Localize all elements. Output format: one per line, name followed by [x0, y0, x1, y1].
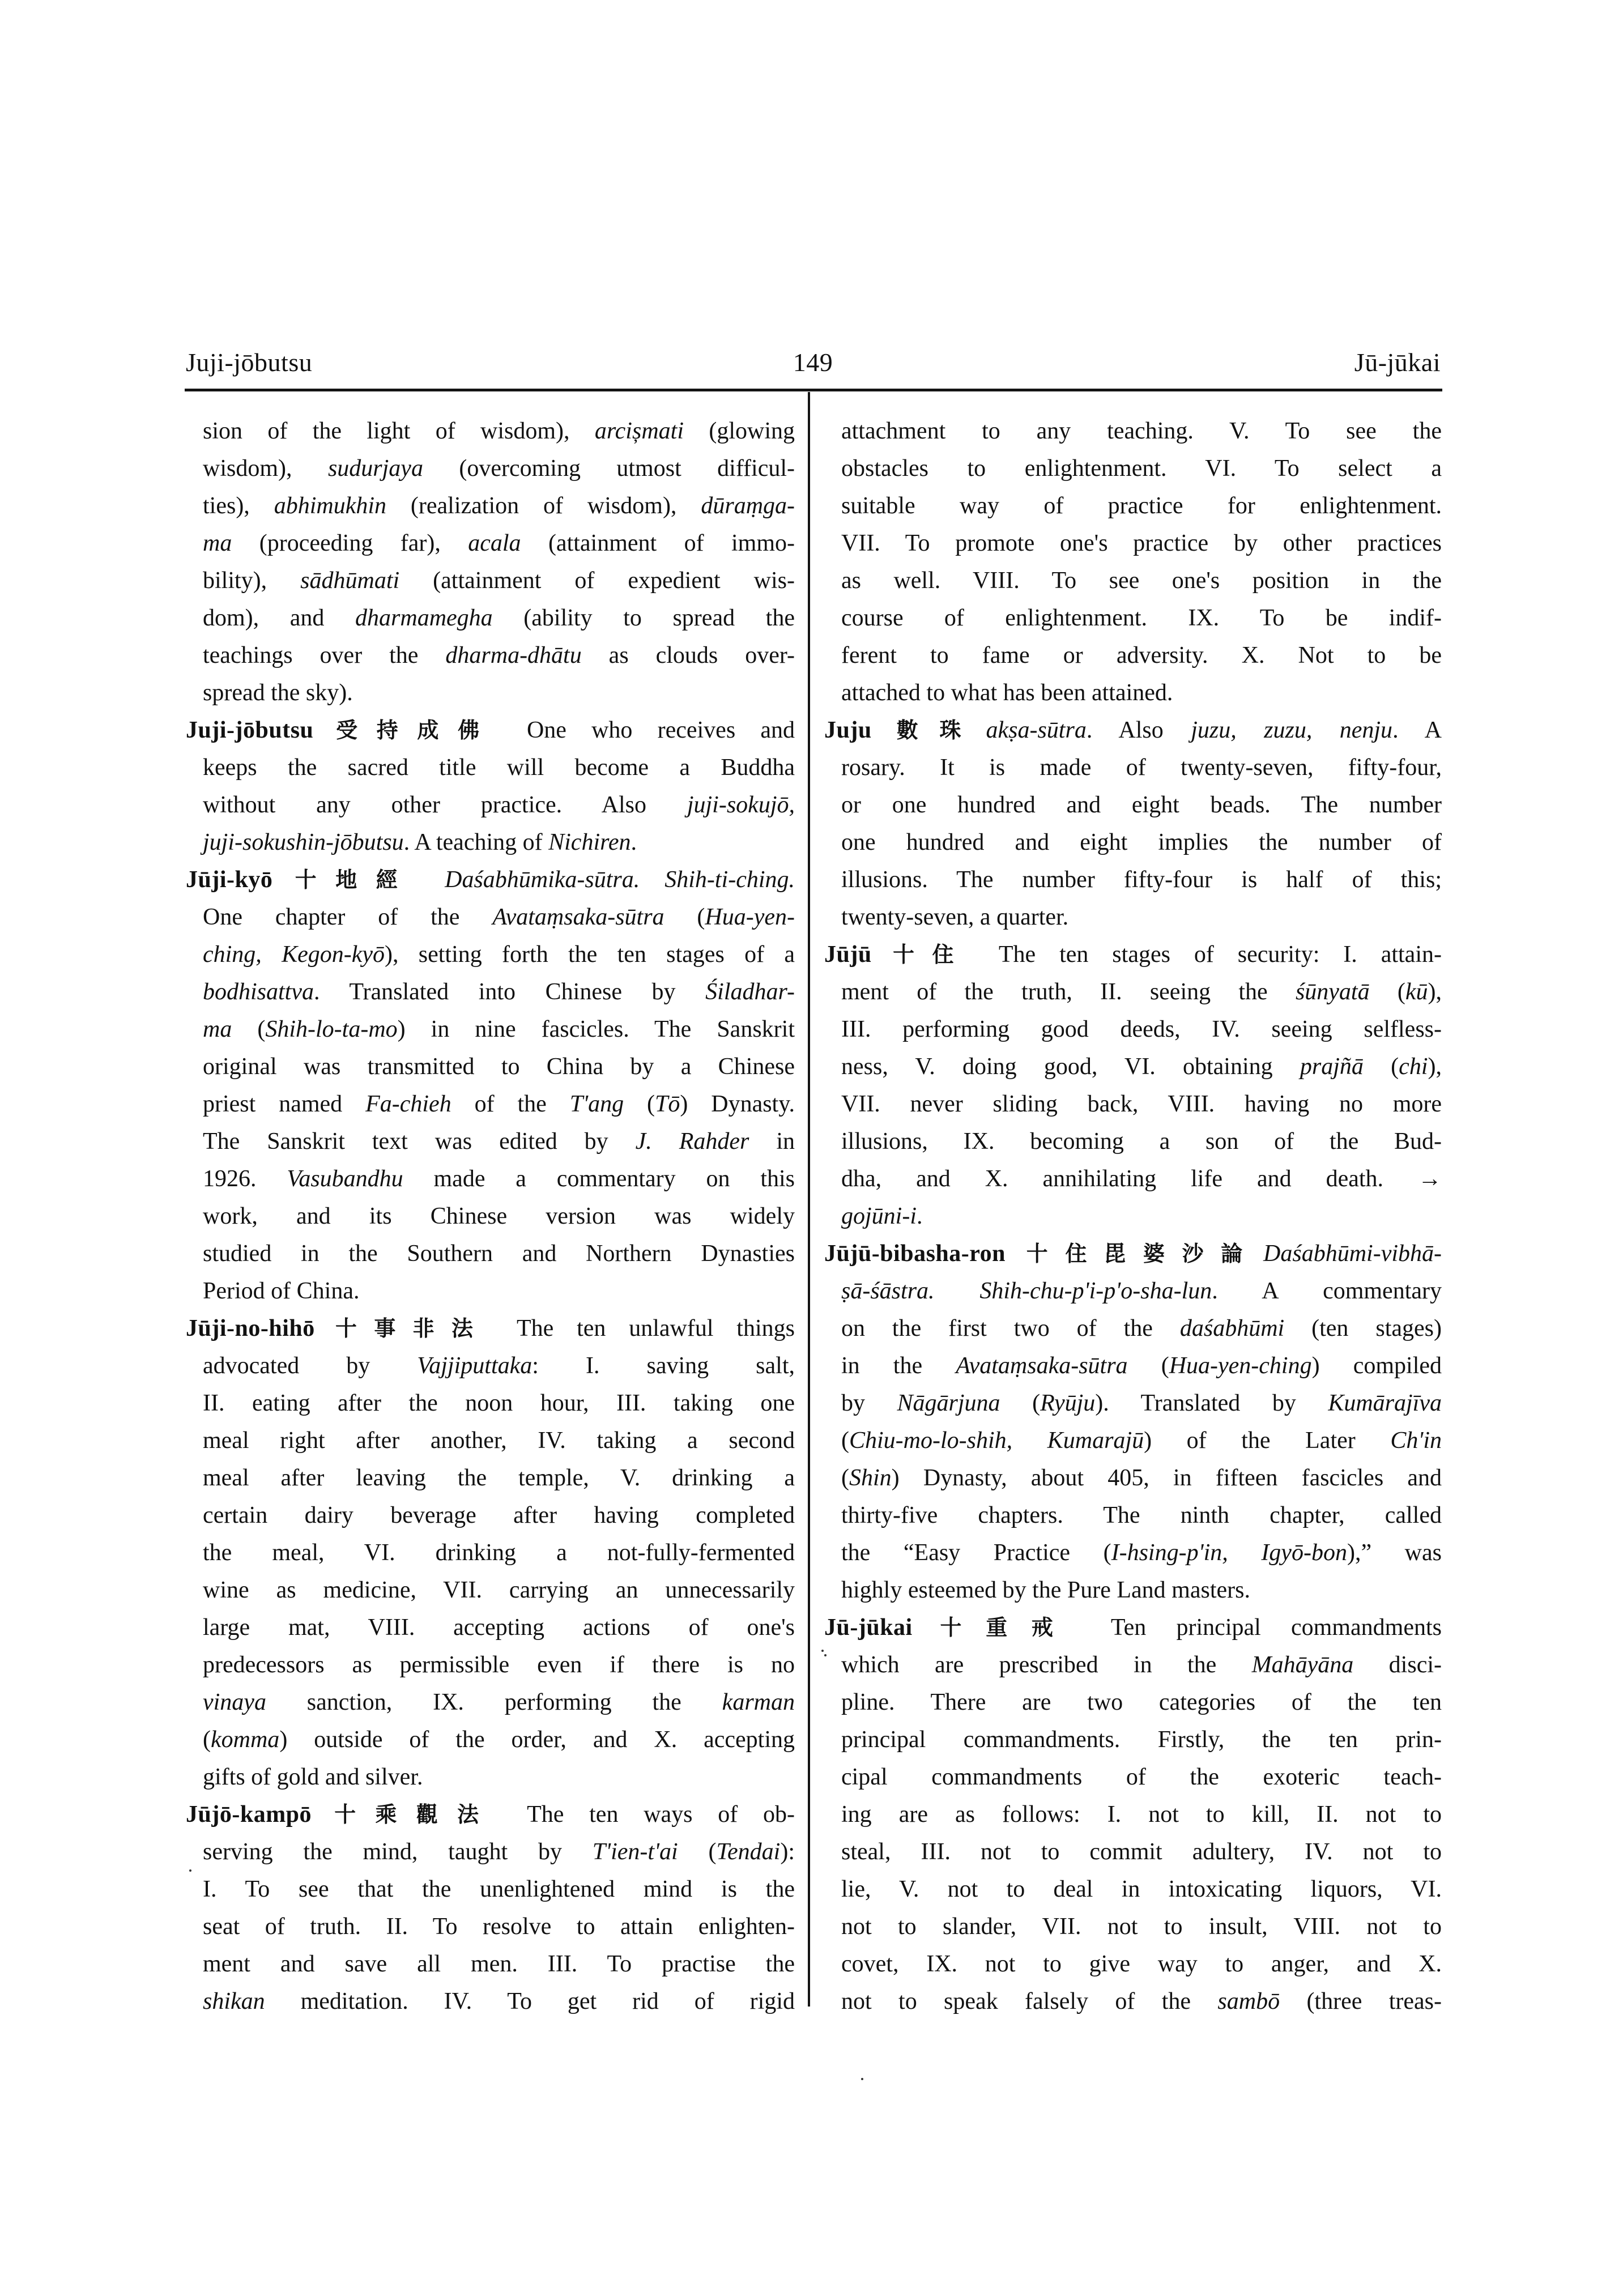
text-run: ( — [203, 1727, 211, 1753]
text-line — [186, 1048, 795, 1085]
right-guideword: Jū-jūkai — [1354, 348, 1441, 377]
text-run — [420, 867, 445, 893]
text-line — [186, 562, 795, 599]
text-run: ment of the truth, II. seeing the — [841, 979, 1296, 1005]
text-run: without any other practice. Also — [203, 792, 687, 818]
entry-headword: Jūjū — [824, 942, 872, 968]
text-line — [186, 1235, 795, 1272]
italic-term: Kumārajīva — [1328, 1390, 1442, 1416]
text-line — [824, 1497, 1442, 1534]
text-line — [824, 1160, 1442, 1198]
text-line — [186, 1198, 795, 1235]
text-run: original was transmitted to China by a Chinese — [203, 1054, 795, 1080]
italic-term: śūnyatā — [1295, 979, 1370, 1005]
entry-kanji: 受持成佛 — [317, 718, 499, 743]
entry-kanji: 十地經 — [276, 867, 417, 892]
text-run: ) compiled — [1311, 1353, 1442, 1379]
text-line — [186, 1908, 795, 1945]
header-rule — [185, 389, 1442, 391]
left-guideword: Juji-jōbutsu — [186, 348, 313, 377]
italic-term: acala — [468, 530, 521, 556]
entry-headword: Jūjū-bibasha-ron — [824, 1241, 1006, 1267]
text-line — [824, 1422, 1442, 1459]
text-line — [824, 1684, 1442, 1721]
text-run: one hundred and eight implies the number of — [841, 829, 1442, 855]
italic-term: Mahāyāna — [1251, 1652, 1354, 1678]
italic-term: juzu, zuzu, nenju — [1191, 717, 1393, 743]
text-line — [186, 412, 795, 450]
text-line — [186, 786, 795, 824]
scan-speck — [189, 1869, 191, 1872]
italic-term: bodhisattva — [203, 979, 314, 1005]
text-run: ( — [1363, 1054, 1399, 1080]
text-run: as well. VIII. To see one's position in the — [841, 568, 1442, 594]
text-run: ( — [841, 1428, 849, 1454]
text-run: ties), — [203, 493, 274, 519]
text-run: (ten stages) — [1284, 1315, 1442, 1341]
italic-term: Vasubandhu — [287, 1166, 403, 1192]
italic-term: T'ien-t'ai — [592, 1839, 678, 1865]
text-run: suitable way of practice for enlightenment. — [841, 493, 1442, 519]
italic-term: daśabhūmi — [1179, 1315, 1285, 1341]
text-line — [824, 749, 1442, 786]
italic-term: juji-sokushin-jōbutsu — [203, 829, 404, 855]
entry-headword: Jūji-no-hihō — [186, 1315, 315, 1341]
text-run: teachings over the — [203, 642, 446, 668]
italic-term: vinaya — [203, 1689, 266, 1715]
text-run: Ten principal commandments — [1080, 1615, 1442, 1641]
italic-term: Daśabhūmi-vibhā- — [1263, 1241, 1442, 1267]
text-line — [824, 1347, 1442, 1385]
text-run: ment and save all men. III. To practise the — [203, 1951, 795, 1977]
text-run: meal right after another, IV. taking a second — [203, 1428, 795, 1454]
text-line — [186, 525, 795, 562]
italic-term: J. Rahder — [635, 1128, 749, 1155]
italic-term: dharma-dhātu — [445, 642, 582, 668]
text-run: seat of truth. II. To resolve to attain enlighten- — [203, 1914, 795, 1940]
text-run: twenty-seven, a quarter. — [841, 904, 1069, 930]
italic-term: sādhūmati — [300, 568, 400, 594]
italic-term: kū — [1405, 979, 1428, 1005]
text-line — [186, 1459, 795, 1497]
text-line — [186, 1758, 795, 1796]
text-line — [824, 1123, 1442, 1160]
text-run: The ten stages of security: I. attain- — [974, 942, 1442, 968]
entry-headword-line — [824, 936, 1442, 973]
text-run: . A teaching of — [403, 829, 549, 855]
text-run: ), — [1428, 979, 1442, 1005]
text-line — [186, 973, 795, 1011]
italic-term: akṣa-sūtra — [986, 717, 1087, 743]
text-line — [824, 1796, 1442, 1833]
text-line — [824, 1908, 1442, 1945]
text-line — [824, 637, 1442, 674]
text-run: meditation. IV. To get rid of rigid — [265, 1988, 795, 2014]
text-run: illusions, IX. becoming a son of the Bud- — [841, 1128, 1442, 1155]
text-line — [824, 898, 1442, 936]
italic-term: arcișmati — [594, 418, 684, 444]
italic-term: Fa-chieh — [365, 1091, 451, 1117]
text-line — [186, 1272, 795, 1310]
text-line — [824, 1198, 1442, 1235]
text-run: dha, and X. annihilating life and death. → — [841, 1166, 1442, 1192]
text-run: obstacles to enlightenment. VI. To select a — [841, 455, 1442, 482]
text-run: sion of the light of wisdom), — [203, 418, 595, 444]
text-run: studied in the Southern and Northern Dynasties — [203, 1241, 795, 1267]
text-run: dom), and — [203, 605, 356, 631]
text-line — [824, 1459, 1442, 1497]
entry-headword-line — [186, 1310, 795, 1347]
italic-term: Ryūju — [1040, 1390, 1096, 1416]
entry-kanji: 十乘觀法 — [315, 1802, 499, 1827]
text-line — [824, 599, 1442, 637]
text-run: bility), — [203, 568, 301, 594]
text-line — [186, 1347, 795, 1385]
text-line — [186, 936, 795, 973]
text-run: in — [749, 1128, 795, 1155]
entry-headword-line — [824, 1609, 1442, 1646]
text-run: I. To see that the unenlightened mind is the — [203, 1876, 795, 1902]
italic-term: Tō — [654, 1091, 680, 1117]
italic-term: prajñā — [1300, 1054, 1364, 1080]
text-run: highly esteemed by the Pure Land masters. — [841, 1577, 1250, 1603]
italic-term: Nichiren — [548, 829, 631, 855]
text-run: ): — [780, 1839, 795, 1865]
text-line — [186, 1646, 795, 1684]
text-run: spread the sky). — [203, 680, 353, 706]
text-run: ), setting forth the ten stages of a — [385, 942, 795, 968]
text-line — [186, 637, 795, 674]
text-run: serving the mind, taught by — [203, 1839, 593, 1865]
text-line — [186, 674, 795, 712]
text-run: on the first two of the — [841, 1315, 1180, 1341]
italic-term: Chiu-mo-lo-shih, Kumarajū — [849, 1428, 1144, 1454]
text-run: ) Dynasty. — [680, 1091, 795, 1117]
text-run: (overcoming utmost difficul- — [423, 455, 795, 482]
text-run: III. performing good deeds, IV. seeing selfless- — [841, 1016, 1442, 1042]
text-run: ) outside of the order, and X. accepting — [279, 1727, 795, 1753]
entry-kanji: 十事非法 — [318, 1316, 491, 1341]
text-line — [186, 749, 795, 786]
text-line — [186, 1833, 795, 1871]
text-run: ( — [624, 1091, 655, 1117]
italic-term: Vajjiputtaka — [417, 1353, 533, 1379]
text-line — [824, 1945, 1442, 1983]
text-run: (ability to spread the — [492, 605, 795, 631]
italic-term: abhimukhin — [274, 493, 387, 519]
text-run: . A — [1392, 717, 1442, 743]
text-line — [824, 1011, 1442, 1048]
entry-headword: Jū-jūkai — [824, 1615, 913, 1641]
text-line — [824, 1646, 1442, 1684]
italic-term: Shin — [849, 1465, 892, 1491]
text-line — [824, 1272, 1442, 1310]
text-line — [824, 973, 1442, 1011]
italic-term: chi — [1399, 1054, 1428, 1080]
text-run: priest named — [203, 1091, 366, 1117]
text-line — [186, 1534, 795, 1571]
text-line — [824, 1085, 1442, 1123]
text-line — [824, 1871, 1442, 1908]
left-column — [186, 412, 795, 2020]
entry-headword-line — [824, 712, 1442, 749]
text-run: ). Translated by — [1095, 1390, 1328, 1416]
text-run: The ten ways of ob- — [501, 1801, 795, 1828]
text-run: ( — [841, 1465, 849, 1491]
text-line — [186, 1571, 795, 1609]
text-run: by — [841, 1390, 897, 1416]
italic-term: komma — [211, 1727, 280, 1753]
text-line — [186, 898, 795, 936]
text-run: principal commandments. Firstly, the ten prin- — [841, 1727, 1442, 1753]
text-run: wisdom), — [203, 455, 328, 482]
text-run: . — [917, 1203, 923, 1229]
text-run: The Sanskrit text was edited by — [203, 1128, 636, 1155]
text-line — [186, 1422, 795, 1459]
italic-term: sambō — [1217, 1988, 1280, 2014]
text-line — [824, 1758, 1442, 1796]
text-run: covet, IX. not to give way to anger, and X. — [841, 1951, 1442, 1977]
text-run: One who receives and — [501, 717, 795, 743]
text-run: lie, V. not to deal in intoxicating liquors, VI. — [841, 1876, 1442, 1902]
text-line — [186, 1160, 795, 1198]
text-run: Period of China. — [203, 1278, 360, 1304]
text-run: advocated by — [203, 1353, 418, 1379]
text-line — [824, 525, 1442, 562]
italic-term: Tendai — [716, 1839, 781, 1865]
italic-term: ma — [203, 530, 232, 556]
text-run: wine as medicine, VII. carrying an unnecessarily — [203, 1577, 795, 1603]
text-run: ( — [664, 904, 705, 930]
text-run: gifts of gold and silver. — [203, 1764, 423, 1790]
text-run: The ten unlawful things — [493, 1315, 795, 1341]
italic-term: ma — [203, 1016, 232, 1042]
italic-term: ṣā-śāstra. Shih-chu-p'i-p'o-sha-lun — [841, 1278, 1212, 1304]
text-line — [186, 1609, 795, 1646]
text-line — [824, 1983, 1442, 2020]
text-run: attached to what has been attained. — [841, 680, 1173, 706]
text-run: ness, V. doing good, VI. obtaining — [841, 1054, 1300, 1080]
text-run: ) Dynasty, about 405, in fifteen fascicles and — [891, 1465, 1442, 1491]
scan-speck — [824, 1654, 827, 1656]
text-line — [186, 1385, 795, 1422]
text-run: certain dairy beverage after having completed — [203, 1502, 795, 1528]
text-run: ), — [1428, 1054, 1442, 1080]
text-run: VII. never sliding back, VIII. having no more — [841, 1091, 1442, 1117]
text-run: sanction, IX. performing the — [266, 1689, 722, 1715]
text-run: disci- — [1353, 1652, 1442, 1678]
italic-term: Avataṃsaka-sūtra — [492, 904, 664, 930]
text-line — [186, 1684, 795, 1721]
text-line — [824, 1385, 1442, 1422]
text-run: illusions. The number fifty-four is half of this; — [841, 867, 1442, 893]
italic-term: I-hsing-p'in, Igyō-bon — [1111, 1540, 1347, 1566]
text-run: predecessors as permissible even if there is no — [203, 1652, 795, 1678]
text-run: meal after leaving the temple, V. drinking a — [203, 1465, 795, 1491]
text-run: (realization of wisdom), — [386, 493, 701, 519]
text-run: thirty-five chapters. The ninth chapter, called — [841, 1502, 1442, 1528]
text-run: II. eating after the noon hour, III. taking one — [203, 1390, 795, 1416]
text-run: or one hundred and eight beads. The number — [841, 792, 1442, 818]
entry-headword-line — [824, 1235, 1442, 1272]
text-run: (proceeding far), — [232, 530, 468, 556]
text-run: keeps the sacred title will become a Buddha — [203, 755, 795, 781]
text-run: which are prescribed in the — [841, 1652, 1252, 1678]
text-run: (attainment of expedient wis- — [399, 568, 795, 594]
text-run: the “Easy Practice ( — [841, 1540, 1111, 1566]
text-line — [186, 1945, 795, 1983]
entry-headword-line — [186, 1796, 795, 1833]
text-run: One chapter of the — [203, 904, 493, 930]
text-line — [824, 1721, 1442, 1758]
text-line — [186, 1871, 795, 1908]
text-run: large mat, VIII. accepting actions of one's — [203, 1615, 795, 1641]
text-line — [186, 599, 795, 637]
italic-term: dūraṃga- — [701, 493, 795, 519]
text-run: made a commentary on this — [403, 1166, 795, 1192]
entry-headword: Juju — [824, 717, 872, 743]
text-line — [186, 487, 795, 525]
text-line — [186, 1983, 795, 2020]
entry-kanji: 十住 — [875, 942, 972, 967]
text-run: ),” was — [1347, 1540, 1442, 1566]
text-run: not to slander, VII. not to insult, VIII. not to — [841, 1914, 1442, 1940]
text-run: ( — [678, 1839, 717, 1865]
text-run: pline. There are two categories of the ten — [841, 1689, 1442, 1715]
italic-term: Shih-lo-ta-mo — [265, 1016, 398, 1042]
text-run: (attainment of immo- — [521, 530, 795, 556]
text-line — [824, 412, 1442, 450]
text-run: ) of the Later — [1144, 1428, 1391, 1454]
column-divider — [808, 392, 810, 2007]
text-run: cipal commandments of the exoteric teach- — [841, 1764, 1442, 1790]
entry-headword: Jūjō-kampō — [186, 1801, 312, 1828]
text-line — [186, 824, 795, 861]
entry-headword-line — [186, 712, 795, 749]
scan-speck — [861, 2078, 863, 2080]
text-line — [186, 1497, 795, 1534]
italic-term: sudurjaya — [327, 455, 423, 482]
text-run: . A commentary — [1212, 1278, 1442, 1304]
page-number: 149 — [793, 348, 833, 377]
text-run: VII. To promote one's practice by other practices — [841, 530, 1442, 556]
text-run: rosary. It is made of twenty-seven, fifty-four, — [841, 755, 1442, 781]
text-line — [186, 1085, 795, 1123]
entry-headword: Juji-jōbutsu — [186, 717, 314, 743]
text-run: ( — [232, 1016, 266, 1042]
text-line — [824, 786, 1442, 824]
text-run: ferent to fame or adversity. X. Not to be — [841, 642, 1442, 668]
text-line — [824, 487, 1442, 525]
italic-term: karman — [722, 1689, 795, 1715]
text-run: . — [631, 829, 637, 855]
text-run: ( — [1000, 1390, 1041, 1416]
entry-headword: Jūji-kyō — [186, 867, 273, 893]
text-line — [186, 450, 795, 487]
scan-speck — [821, 1650, 824, 1652]
entry-kanji: 十住毘婆沙論 — [1009, 1241, 1260, 1266]
entry-headword-line — [186, 861, 795, 898]
right-column — [824, 412, 1442, 2020]
text-run: . Translated into Chinese by — [314, 979, 706, 1005]
text-line — [824, 450, 1442, 487]
italic-term: dharmamegha — [355, 605, 493, 631]
text-line — [824, 861, 1442, 898]
italic-term: shikan — [203, 1988, 265, 2014]
italic-term: Ch'in — [1390, 1428, 1442, 1454]
text-line — [824, 1833, 1442, 1871]
text-run: (three treas- — [1280, 1988, 1442, 2014]
text-line — [186, 1123, 795, 1160]
text-run: 1926. — [203, 1166, 287, 1192]
text-line — [824, 1048, 1442, 1085]
text-run: the meal, VI. drinking a not-fully-fermented — [203, 1540, 795, 1566]
italic-term: gojūni-i — [841, 1203, 917, 1229]
text-run: attachment to any teaching. V. To see the — [841, 418, 1442, 444]
italic-term: Hua-yen-ching — [1169, 1353, 1312, 1379]
italic-term: Nāgārjuna — [897, 1390, 1000, 1416]
text-run: ing are as follows: I. not to kill, II. not to — [841, 1801, 1442, 1828]
text-run: ( — [1127, 1353, 1169, 1379]
text-run: (glowing — [684, 418, 795, 444]
text-run: as clouds over- — [581, 642, 795, 668]
text-line — [824, 1571, 1442, 1609]
entry-kanji: 十重戒 — [915, 1615, 1077, 1640]
text-line — [186, 1721, 795, 1758]
italic-term: Daśabhūmika-sūtra. Shih-ti-ching. — [445, 867, 795, 893]
text-line — [824, 562, 1442, 599]
text-run: course of enlightenment. IX. To be indif- — [841, 605, 1442, 631]
italic-term: Hua-yen- — [705, 904, 795, 930]
italic-term: ching, Kegon-kyō — [203, 942, 385, 968]
text-run: work, and its Chinese version was widely — [203, 1203, 795, 1229]
italic-term: Avataṃsaka-sūtra — [956, 1353, 1128, 1379]
text-line — [824, 824, 1442, 861]
text-run: in the — [841, 1353, 956, 1379]
text-run: steal, III. not to commit adultery, IV. not to — [841, 1839, 1442, 1865]
entry-kanji: 數珠 — [875, 718, 983, 743]
italic-term: Śiladhar- — [705, 979, 795, 1005]
text-run: : I. saving salt, — [532, 1353, 795, 1379]
text-line — [824, 1310, 1442, 1347]
text-run: ( — [1369, 979, 1405, 1005]
text-run: not to speak falsely of the — [841, 1988, 1218, 2014]
text-run: ) in nine fascicles. The Sanskrit — [397, 1016, 795, 1042]
text-line — [824, 1534, 1442, 1571]
text-run: of the — [451, 1091, 570, 1117]
text-line — [186, 1011, 795, 1048]
text-run: . Also — [1086, 717, 1191, 743]
italic-term: T'ang — [569, 1091, 624, 1117]
italic-term: juji-sokujō, — [687, 792, 795, 818]
text-line — [824, 674, 1442, 712]
